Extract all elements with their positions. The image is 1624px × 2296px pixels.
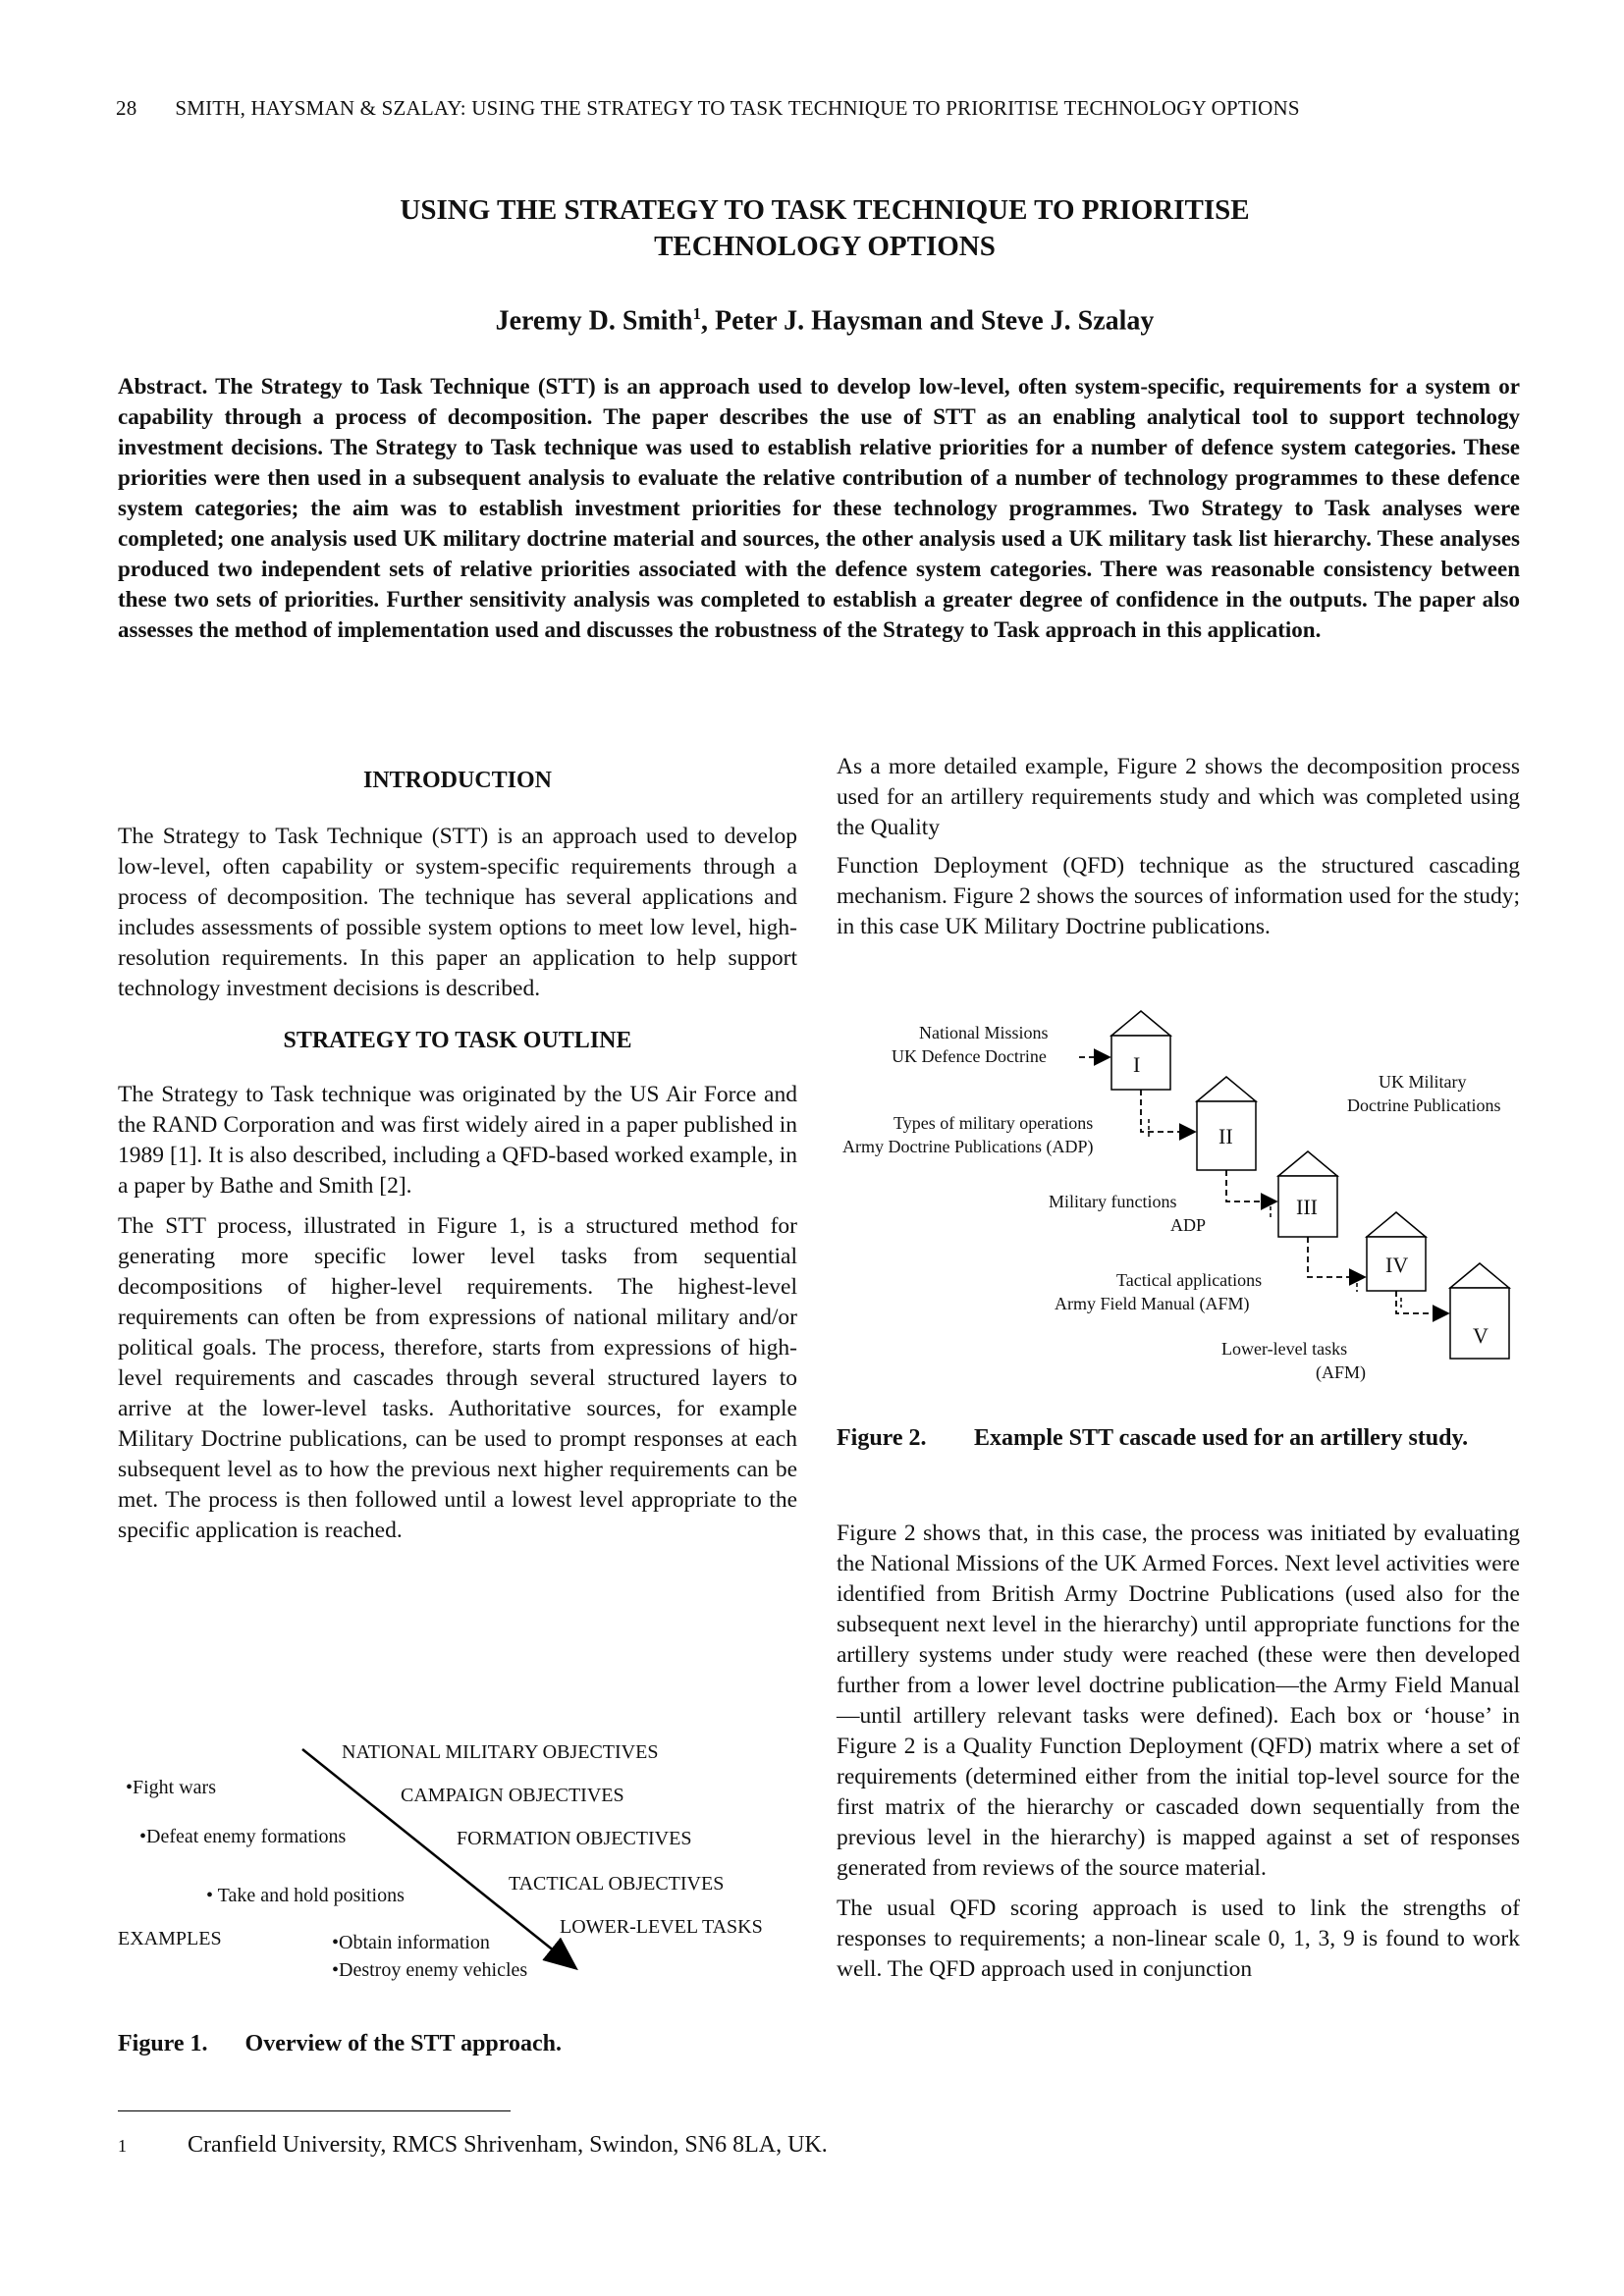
outline-paragraph-2: The STT process, illustrated in Figure 1, is a structured method for generating more specific lower level tasks from sequential decompositions of higher-level requirements. The highest-level requirements can often be from expressions of national military and/or political goals. The process, therefore, starts from expressions of high-level requirements and cascades through several structured layers to arrive at the lower-level tasks. Authoritative sources, for example Military Doctrine publications, can be used to prompt responses at each subsequent level as to how the previous next higher requirements can be met. The process is then followed until a lowest level appropriate to the specific application is reached. xyxy=(118,1213,797,1543)
label-national-missions: National Missions xyxy=(919,1023,1049,1042)
objective-national: NATIONAL MILITARY OBJECTIVES xyxy=(342,1741,659,1763)
author-footnote-mark: 1 xyxy=(692,304,701,323)
running-title: SMITH, HAYSMAN & SZALAY: USING THE STRATEGY TO TASK TECHNIQUE TO PRIORITISE TECHNOLOGY OPTIONS xyxy=(175,96,1300,120)
objective-formation: FORMATION OBJECTIVES xyxy=(457,1828,692,1849)
label-lower-level-tasks: Lower-level tasks xyxy=(1221,1339,1348,1359)
house-1-label: I xyxy=(1133,1052,1141,1077)
figure-2 xyxy=(837,991,1524,1394)
author-first: Jeremy D. Smith xyxy=(495,305,693,337)
label-army-field-manual: Army Field Manual (AFM) xyxy=(1055,1294,1250,1313)
running-header xyxy=(116,96,1530,121)
authors xyxy=(118,304,1532,337)
example-take-hold: • Take and hold positions xyxy=(206,1885,405,1906)
footnote xyxy=(118,2132,828,2159)
example-fight-wars: •Fight wars xyxy=(126,1777,217,1798)
figure-2-caption-num: Figure 2. xyxy=(837,1425,927,1451)
label-army-doctrine-pubs: Army Doctrine Publications (ADP) xyxy=(842,1137,1094,1156)
figure-2-caption-text: Example STT cascade used for an artillery study. xyxy=(974,1425,1469,1451)
outline-heading: STRATEGY TO TASK OUTLINE xyxy=(283,1028,632,1053)
objective-lower-level: LOWER-LEVEL TASKS xyxy=(560,1916,763,1938)
intro-heading: INTRODUCTION xyxy=(362,768,553,793)
paper-title xyxy=(118,192,1532,265)
page-number: 28 xyxy=(116,96,137,120)
example-defeat-formations: •Defeat enemy formations xyxy=(139,1826,347,1847)
objective-campaign: CAMPAIGN OBJECTIVES xyxy=(401,1785,624,1806)
title-line-2: TECHNOLOGY OPTIONS xyxy=(654,231,996,262)
right-paragraph-3: The usual QFD scoring approach is used to link the strengths of responses to requirements; a non-linear scale 0, 1, 3, 9 is found to work well. The QFD approach used in conjunction xyxy=(837,1896,1520,1982)
figure-1 xyxy=(118,1728,805,2002)
figure-1-caption xyxy=(118,2029,562,2059)
label-military-functions: Military functions xyxy=(1049,1192,1177,1211)
outline-paragraph-1: The Strategy to Task technique was originated by the US Air Force and the RAND Corporation and was first widely aired in a paper published in 1989 [1]. It is also described, including a QFD-based worked example, in a paper by Bathe and Smith [2]. xyxy=(118,1082,797,1199)
label-tactical-applications: Tactical applications xyxy=(1116,1270,1263,1290)
label-afm: (AFM) xyxy=(1316,1362,1367,1382)
footnote-text: Cranfield University, RMCS Shrivenham, Swindon, SN6 8LA, UK. xyxy=(188,2132,828,2158)
house-2-label: II xyxy=(1218,1124,1233,1148)
figure-1-caption-text: Overview of the STT approach. xyxy=(244,2031,562,2056)
right-column-top xyxy=(837,752,1520,942)
right-paragraph-1b: Function Deployment (QFD) technique as the structured cascading mechanism. Figure 2 shows the sources of information used for the study; in this case UK Military Doctrine publications. xyxy=(837,853,1520,939)
figure-1-caption-num: Figure 1. xyxy=(118,2031,208,2056)
arrow-house-1-to-2 xyxy=(1141,1090,1195,1132)
examples-label: EXAMPLES xyxy=(118,1928,222,1949)
arrow-house-2-to-3 xyxy=(1226,1170,1276,1201)
house-5-label: V xyxy=(1473,1323,1489,1348)
house-4 xyxy=(1367,1212,1426,1291)
house-3-label: III xyxy=(1296,1195,1318,1219)
label-uk-defence-doctrine: UK Defence Doctrine xyxy=(892,1046,1047,1066)
label-adp: ADP xyxy=(1170,1215,1207,1235)
house-1 xyxy=(1111,1011,1170,1090)
right-paragraph-2: Figure 2 shows that, in this case, the process was initiated by evaluating the National Missions of the UK Armed Forces. Next level activities were identified from British Army Doctrine Publications (used also for the subsequent next level in the hierarchy) until appropriate functions for the artillery systems under study were reached (these were then developed further from a lower level doctrine publication—the Army Field Manual—until artillery relevant tasks were defined). Each box or ‘house’ in Figure 2 is a Quality Function Deployment (QFD) matrix where a set of requirements (determined either from the initial top-level source for the first matrix of the hierarchy or cascaded down sequentially from the previous level in the hierarchy) is mapped against a set of responses generated from reviews of the source material. xyxy=(837,1521,1520,1881)
house-4-label: IV xyxy=(1385,1253,1409,1277)
label-doctrine-publications: Doctrine Publications xyxy=(1347,1095,1501,1115)
right-paragraph-1a: As a more detailed example, Figure 2 shows the decomposition process used for an artillery requirements study and which was completed using the Quality xyxy=(837,754,1520,840)
left-column xyxy=(118,766,797,1546)
label-types-operations: Types of military operations xyxy=(893,1113,1094,1133)
title-line-1: USING THE STRATEGY TO TASK TECHNIQUE TO PRIORITISE xyxy=(400,194,1250,226)
footnote-rule xyxy=(118,2110,511,2111)
abstract: Abstract. The Strategy to Task Technique (STT) is an approach used to develop low-level, often system-specific, requirements for a system or capability through a process of decomposition. The paper describes the use of STT as an enabling analytical tool to support technology investment decisions. The Strategy to Task technique was used to establish relative priorities for a number of defence system categories. These priorities were then used in a subsequent analysis to evaluate the relative contribution of a number of technology programmes to these defence system categories; the aim was to establish investment priorities for these technology programmes. Two Strategy to Task analyses were completed; one analysis used UK military doctrine material and sources, the other analysis used a UK military task list hierarchy. These analyses produced two independent sets of relative priorities associated with the defence system categories. There was reasonable consistency between these two sets of priorities. Further sensitivity analysis was completed to establish a greater degree of confidence in the outputs. The paper also assesses the method of implementation used and discusses the robustness of the Strategy to Task approach in this application. xyxy=(118,374,1520,642)
label-uk-military: UK Military xyxy=(1379,1072,1467,1092)
arrow-house-3-to-4 xyxy=(1308,1237,1365,1277)
example-obtain-info: •Obtain information xyxy=(332,1932,490,1953)
author-rest: , Peter J. Haysman and Steve J. Szalay xyxy=(700,305,1155,337)
intro-paragraph: The Strategy to Task Technique (STT) is an approach used to develop low-level, often capability or system-specific requirements through a process of decomposition. The technique has several applications and includes assessments of possible system options to meet low level, high-resolution requirements. In this paper an application to help support technology investment decisions is described. xyxy=(118,824,797,1001)
footnote-mark: 1 xyxy=(118,2136,127,2156)
objective-tactical: TACTICAL OBJECTIVES xyxy=(509,1873,725,1895)
arrow-house-4-to-5 xyxy=(1396,1291,1448,1313)
right-column-bottom xyxy=(837,1519,1520,1985)
example-destroy-vehicles: •Destroy enemy vehicles xyxy=(332,1959,528,1981)
